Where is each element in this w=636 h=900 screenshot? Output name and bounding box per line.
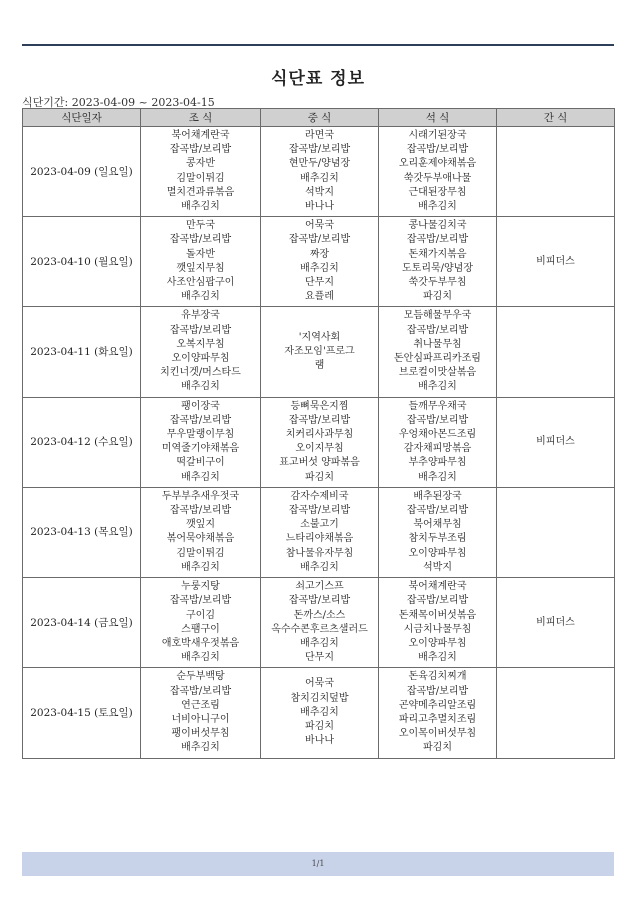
cell-snack (497, 397, 615, 487)
menu-item: 배추김치 (300, 172, 339, 184)
menu-item: 치커리사과무침 (285, 429, 354, 441)
menu-item: 오복지무침 (176, 338, 225, 350)
table-row (23, 217, 615, 307)
menu-item: 잡곡밥/보리밥 (406, 505, 469, 517)
menu-item: 어묵국 (305, 220, 334, 232)
page-number: 1/1 (311, 859, 325, 868)
menu-item: 비피더스 (536, 436, 575, 448)
menu-item: 잡곡밥/보리밥 (169, 595, 232, 607)
menu-item: 곤약메추리알조림 (398, 699, 477, 711)
menu-item: 잡곡밥/보리밥 (169, 414, 232, 426)
menu-item: 시래기된장국 (408, 130, 467, 141)
menu-item: 미역줄기야채볶음 (161, 443, 240, 455)
menu-item: 바나나 (305, 201, 334, 213)
cell-snack (497, 578, 615, 668)
menu-item: 잡곡밥/보리밥 (406, 144, 469, 156)
menu-item: 램 (314, 360, 325, 372)
menu-item: 배추김치 (181, 742, 220, 754)
menu-item: 잡곡밥/보리밥 (406, 595, 469, 607)
table-row (23, 397, 615, 487)
menu-item: 잡곡밥/보리밥 (169, 505, 232, 517)
menu-item: 돌자반 (186, 248, 215, 260)
menu-item: 배추김치 (418, 381, 457, 393)
menu-item: 참치두부조림 (408, 533, 467, 545)
menu-item: 감자수제비국 (290, 490, 349, 502)
menu-item: 배추김치 (181, 561, 220, 573)
menu-item: 파김치 (305, 471, 334, 483)
menu-item: 팽이버섯무침 (171, 728, 230, 740)
cell-lunch (261, 397, 379, 487)
menu-item: 바나나 (305, 735, 334, 747)
menu-item: 볶어묵야채볶음 (166, 533, 235, 545)
header-dinner: 석 식 (379, 109, 497, 127)
cell-breakfast (141, 217, 261, 307)
cell-lunch (261, 578, 379, 668)
menu-item: 석박지 (305, 186, 334, 198)
header-breakfast: 조 식 (141, 109, 261, 127)
cell-lunch (261, 487, 379, 577)
menu-item: 단무지 (305, 652, 334, 664)
menu-item: 표고버섯 양파볶음 (279, 457, 360, 469)
menu-item: 오이목이버섯무침 (398, 728, 477, 740)
menu-item: 치킨너겟/머스타드 (160, 367, 241, 379)
header-snack: 간 식 (497, 109, 615, 127)
menu-item: 배추김치 (181, 201, 220, 213)
meal-date: 2023-04-10 (월요일) (23, 217, 141, 307)
page-title: 식단표 정보 (270, 69, 366, 89)
cell-lunch (261, 127, 379, 217)
menu-item: 오이양파무침 (408, 637, 467, 649)
menu-item: 배추김치 (181, 471, 220, 483)
menu-item: 배추김치 (181, 652, 220, 664)
menu-item: 김말이튀김 (176, 547, 225, 559)
menu-item: 잡곡밥/보리밥 (288, 595, 351, 607)
menu-item: 배추김치 (181, 381, 220, 393)
table-row (23, 668, 615, 758)
menu-item: 애호박새우젓볶음 (161, 637, 240, 649)
cell-dinner (379, 487, 497, 577)
menu-item: 무우말랭이무침 (166, 429, 235, 441)
top-rule (22, 44, 614, 46)
menu-item: 연근조림 (181, 699, 220, 711)
menu-item: 취나물무침 (413, 338, 462, 350)
menu-item: 잡곡밥/보리밥 (288, 505, 351, 517)
menu-item: 요플레 (305, 291, 334, 303)
menu-item: 돈안심파프리카조림 (394, 353, 481, 365)
cell-breakfast (141, 307, 261, 397)
menu-item: 배추김치 (300, 561, 339, 573)
meal-date: 2023-04-11 (화요일) (23, 307, 141, 397)
menu-item: 우엉채아몬드조림 (398, 429, 477, 441)
meal-date: 2023-04-14 (금요일) (23, 578, 141, 668)
header-date: 식단일자 (23, 109, 141, 127)
menu-item: 콩자반 (186, 158, 215, 170)
menu-item: 김말이튀김 (176, 172, 225, 184)
menu-item: 돈채가지볶음 (408, 248, 467, 260)
cell-snack (497, 487, 615, 577)
cell-dinner (379, 127, 497, 217)
menu-item: 잡곡밥/보리밥 (288, 414, 351, 426)
menu-item: 잡곡밥/보리밥 (169, 324, 232, 336)
menu-item: 브로컬이맛살볶음 (398, 367, 477, 379)
menu-item: 배추김치 (418, 201, 457, 213)
menu-item: 잡곡밥/보리밥 (406, 234, 469, 246)
menu-item: 감자채피망볶음 (403, 443, 472, 455)
menu-item: 잡곡밥/보리밥 (169, 685, 232, 697)
menu-item: 옥수수콘후르츠샐러드 (271, 623, 368, 635)
cell-breakfast (141, 578, 261, 668)
menu-item: 등뼈묵은지찜 (290, 400, 349, 412)
menu-item: 오이양파무침 (408, 547, 467, 559)
menu-item: 쇠고기스프 (295, 581, 344, 593)
menu-item: 스팸구이 (181, 623, 220, 635)
menu-item: 팽이장국 (181, 400, 220, 412)
cell-lunch (261, 217, 379, 307)
menu-item: 순두부백탕 (176, 671, 225, 683)
meal-date: 2023-04-09 (일요일) (23, 127, 141, 217)
meal-date: 2023-04-12 (수요일) (23, 397, 141, 487)
menu-item: 돈까스/소스 (293, 609, 346, 621)
menu-item: 너비아니구이 (171, 713, 230, 725)
menu-item: 북어채계란국 (171, 130, 230, 141)
meal-date: 2023-04-13 (목요일) (23, 487, 141, 577)
menu-item: 깻잎지무침 (176, 262, 225, 274)
menu-item: 자조모임'프로그 (284, 345, 355, 357)
cell-lunch (261, 307, 379, 397)
table-row (23, 307, 615, 397)
menu-item: 모듬해물무우국 (403, 310, 472, 322)
menu-item: 오리훈제야채볶음 (398, 158, 477, 170)
menu-item: 북어채무침 (413, 519, 462, 531)
menu-item: 석박지 (423, 561, 452, 573)
cell-breakfast (141, 668, 261, 758)
table-row (23, 127, 615, 217)
menu-item: 배추김치 (300, 262, 339, 274)
cell-snack (497, 668, 615, 758)
menu-item: 잡곡밥/보리밥 (169, 144, 232, 156)
menu-item: 쑥갓두부애나물 (403, 172, 472, 184)
menu-item: 만두국 (186, 220, 215, 232)
menu-item: 잡곡밥/보리밥 (406, 685, 469, 697)
table-row (23, 578, 615, 668)
table-header-row (23, 109, 615, 127)
menu-item: 현만두/양념장 (288, 158, 351, 170)
cell-snack (497, 127, 615, 217)
cell-breakfast (141, 127, 261, 217)
menu-item: 단무지 (305, 277, 334, 289)
cell-dinner (379, 397, 497, 487)
menu-item: '지역사회 (298, 331, 341, 343)
menu-item: 비피더스 (536, 255, 575, 267)
menu-item: 오이지무침 (295, 443, 344, 455)
menu-item: 배추김치 (300, 637, 339, 649)
menu-item: 북어채계란국 (408, 581, 467, 593)
menu-item: 들깨무우채국 (408, 400, 467, 412)
menu-period: 식단기간: 2023-04-09 ~ 2023-04-15 (22, 96, 215, 109)
menu-item: 참치김치덮밥 (290, 692, 349, 704)
menu-item: 배추김치 (300, 706, 339, 718)
menu-item: 잡곡밥/보리밥 (406, 414, 469, 426)
page-footer (22, 852, 614, 876)
menu-item: 잡곡밥/보리밥 (288, 144, 351, 156)
menu-item: 비피더스 (536, 616, 575, 628)
cell-breakfast (141, 397, 261, 487)
cell-snack (497, 217, 615, 307)
menu-item: 배추김치 (418, 652, 457, 664)
menu-table (22, 108, 615, 759)
menu-item: 두부부추새우젓국 (161, 490, 240, 502)
cell-dinner (379, 217, 497, 307)
menu-item: 잡곡밥/보리밥 (169, 234, 232, 246)
menu-item: 배추된장국 (413, 490, 462, 502)
menu-item: 소불고기 (300, 519, 339, 531)
menu-item: 파김치 (423, 291, 452, 303)
menu-item: 쑥갓두부무침 (408, 277, 467, 289)
menu-item: 누룽지탕 (181, 581, 220, 593)
menu-item: 잡곡밥/보리밥 (288, 234, 351, 246)
menu-item: 짜장 (309, 248, 330, 260)
cell-dinner (379, 307, 497, 397)
menu-item: 도토리묵/양념장 (402, 262, 473, 274)
menu-item: 잡곡밥/보리밥 (406, 324, 469, 336)
menu-item: 배추김치 (418, 471, 457, 483)
menu-item: 시금치나물무침 (403, 623, 472, 635)
menu-item: 어묵국 (305, 678, 334, 690)
menu-item: 파김치 (305, 721, 334, 733)
menu-item: 깻잎지 (186, 519, 215, 531)
menu-item: 부추양파무침 (408, 457, 467, 469)
cell-lunch (261, 668, 379, 758)
cell-breakfast (141, 487, 261, 577)
menu-item: 콩나물김치국 (408, 220, 467, 232)
menu-item: 느타리야채볶음 (285, 533, 354, 545)
menu-item: 유부장국 (181, 310, 220, 322)
cell-snack (497, 307, 615, 397)
menu-item: 근대된장무침 (408, 186, 467, 198)
header-lunch: 중 식 (261, 109, 379, 127)
menu-item: 돈육김치찌개 (408, 671, 467, 683)
menu-item: 배추김치 (181, 291, 220, 303)
menu-item: 사조안심팝구이 (166, 277, 235, 289)
menu-item: 파리고추멸치조림 (398, 713, 477, 725)
menu-item: 구이김 (186, 609, 215, 621)
cell-dinner (379, 668, 497, 758)
menu-item: 오이양파무침 (171, 353, 230, 365)
meal-date: 2023-04-15 (토요일) (23, 668, 141, 758)
menu-item: 파김치 (423, 742, 452, 754)
cell-dinner (379, 578, 497, 668)
menu-item: 멸치견과류볶음 (166, 186, 235, 198)
menu-item: 참나물유자무침 (285, 547, 354, 559)
table-row (23, 487, 615, 577)
menu-item: 떡갈비구이 (176, 457, 225, 469)
menu-item: 돈채목이버섯볶음 (398, 609, 477, 621)
menu-item: 라면국 (305, 130, 334, 141)
